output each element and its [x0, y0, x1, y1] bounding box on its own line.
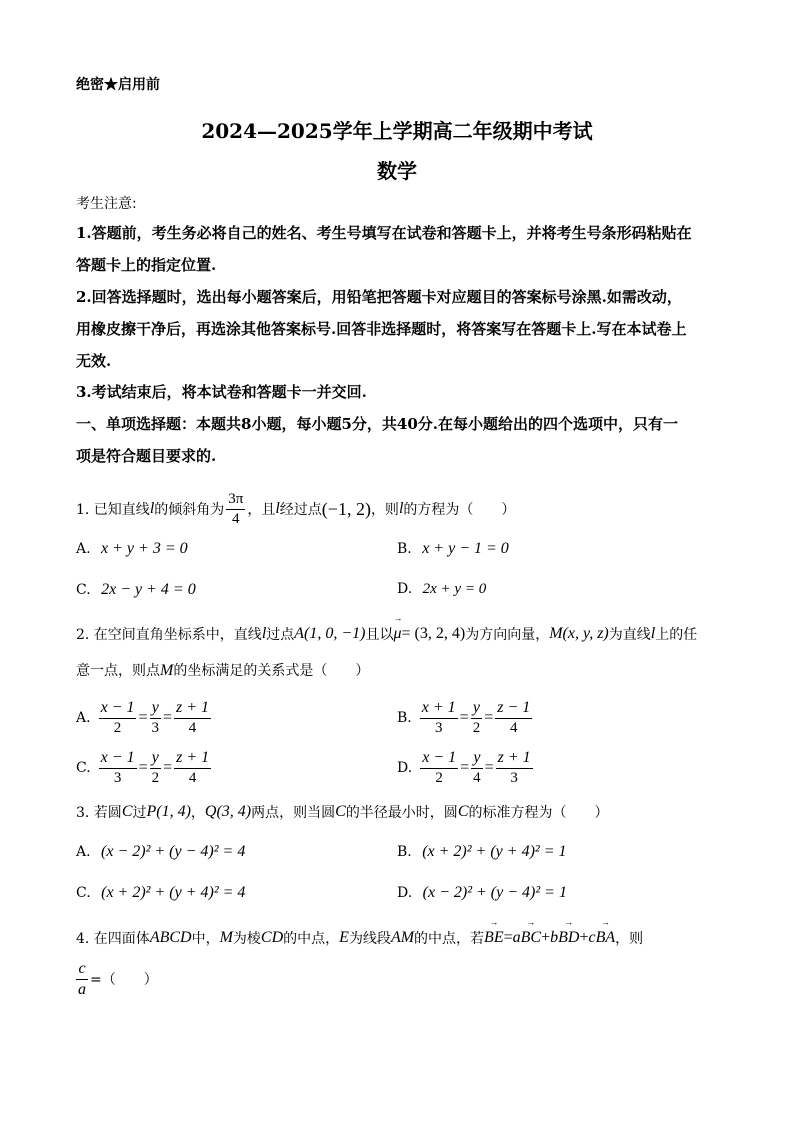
- fraction-denominator: 4: [174, 718, 211, 738]
- ratio-fraction: [76, 959, 88, 1000]
- q1-option-a[interactable]: [76, 540, 188, 558]
- var-c: C: [457, 803, 469, 820]
- fraction-denominator: 3: [496, 768, 533, 788]
- q2-text: 为方向向量，: [465, 627, 550, 643]
- fraction-numerator: y: [151, 749, 159, 767]
- fraction-numerator: x − 1: [100, 699, 135, 717]
- subject-title: 数学: [377, 159, 417, 183]
- q2-text: 且以: [365, 627, 394, 643]
- var-m: M: [160, 662, 174, 679]
- plus-sign: +: [579, 929, 589, 946]
- option-label: B.: [397, 710, 412, 726]
- var-c: C: [121, 803, 133, 820]
- fraction-denominator: 4: [495, 718, 532, 738]
- point-m: M(x, y, z): [549, 625, 609, 642]
- notice-heading: 考生注意:: [76, 196, 137, 212]
- fraction-numerator: z + 1: [497, 749, 531, 767]
- fraction-numerator: y: [473, 749, 481, 767]
- fraction-denominator: 4: [226, 509, 245, 529]
- q2-text: 的坐标满足的关系式是（ ）: [173, 663, 370, 679]
- q4-text: ，则: [615, 931, 644, 947]
- point-q: Q(3, 4): [204, 803, 252, 820]
- fraction-numerator: y: [472, 699, 480, 717]
- point-p: P(1, 4): [146, 803, 191, 820]
- secret-mark: 绝密★启用前: [76, 77, 160, 93]
- fraction-denominator: 3: [99, 768, 137, 788]
- q3-option-a[interactable]: [76, 843, 245, 861]
- option-expression: 2x − y + 4 = 0: [101, 581, 196, 598]
- equals-sign: =: [460, 759, 470, 776]
- var-l: l: [650, 625, 656, 642]
- option-expression: (x − 2)² + (y − 4)² = 1: [422, 884, 567, 901]
- point-coordinates: (−1, 2): [321, 498, 371, 519]
- plus-sign: +: [541, 929, 551, 946]
- option-expression: x + y − 1 = 0: [422, 540, 509, 557]
- equals-sign: =: [163, 759, 173, 776]
- var-l: l: [261, 625, 267, 642]
- q4-text: =（ ）: [90, 972, 158, 988]
- fraction-numerator: z − 1: [497, 699, 531, 717]
- option-expression: x + y + 3 = 0: [101, 540, 188, 557]
- option-label: C.: [76, 885, 91, 901]
- option-expression: (x + 2)² + (y + 4)² = 1: [422, 843, 567, 860]
- fraction-numerator: c: [78, 959, 86, 977]
- q2-text: 意一点，则点: [76, 663, 160, 679]
- var-c: C: [335, 803, 346, 820]
- equals-sign: =: [503, 929, 513, 946]
- fraction-numerator: x + 1: [421, 699, 456, 717]
- vector-value: = (3, 2, 4): [401, 625, 466, 642]
- vector-bd: → BD: [558, 929, 579, 947]
- var-l: l: [275, 500, 280, 517]
- q3-text: 3. 若圆: [76, 805, 122, 821]
- q3-text: 的标准方程为（ ）: [468, 805, 609, 821]
- fraction-numerator: y: [151, 699, 159, 717]
- q3-option-d[interactable]: [397, 884, 567, 902]
- q2-option-a[interactable]: [76, 695, 213, 741]
- fraction-denominator: 3: [151, 720, 159, 737]
- option-expression: (x + 2)² + (y + 4)² = 4: [101, 884, 246, 901]
- var-c: c: [588, 929, 596, 946]
- equals-sign: =: [484, 709, 494, 726]
- notice-item-2-line-3: 无效.: [76, 352, 112, 370]
- option-label: B.: [397, 844, 412, 860]
- fraction: [174, 698, 211, 738]
- fraction-numerator: x − 1: [100, 749, 135, 767]
- q4-text: 的中点，: [283, 931, 340, 947]
- fraction-numerator: x − 1: [422, 749, 457, 767]
- fraction-denominator: 4: [473, 770, 481, 787]
- question-2-stem-line-1: [76, 620, 697, 648]
- fraction: [99, 698, 137, 738]
- vector-be: → BE: [484, 929, 504, 947]
- var-e: E: [339, 929, 349, 946]
- notice-item-2-line-2: 用橡皮擦干净后，再选涂其他答案标号.回答非选择题时，将答案写在答题卡上.写在本试卷上: [76, 320, 687, 338]
- fraction: [496, 748, 533, 788]
- q1-text: ，且: [247, 502, 276, 518]
- option-label: D.: [397, 760, 413, 776]
- fraction-denominator: 2: [151, 770, 160, 787]
- direction-vector-mu: → μ: [394, 625, 402, 643]
- q1-text: 的倾斜角为: [154, 502, 225, 518]
- q2-option-b[interactable]: [397, 695, 534, 741]
- var-l: l: [398, 500, 404, 517]
- fraction-numerator: 3π: [228, 490, 244, 507]
- question-4-stem-line-2: [74, 958, 158, 1000]
- option-expression: 2x + y = 0: [422, 581, 487, 597]
- q1-option-b[interactable]: [397, 540, 509, 558]
- q4-text: 4. 在四面体: [76, 931, 150, 947]
- q2-option-c[interactable]: [76, 745, 213, 791]
- fraction-denominator: 2: [420, 768, 458, 788]
- question-3-stem: [76, 800, 608, 824]
- exam-title: 2024—2025学年上学期高二年级期中考试: [201, 119, 593, 143]
- question-4-stem-line-1: [76, 925, 643, 951]
- fraction: [150, 698, 162, 738]
- option-label: A.: [76, 710, 91, 726]
- notice-item-1-line-2: 答题卡上的指定位置.: [76, 256, 217, 274]
- fraction: [471, 748, 483, 788]
- vector-bc: → BC: [521, 929, 541, 947]
- option-label: C.: [76, 760, 91, 776]
- var-a: a: [512, 929, 521, 946]
- fraction: [420, 698, 458, 738]
- q3-text: ，: [190, 805, 205, 821]
- fraction: [174, 748, 211, 788]
- q2-text: 2. 在空间直角坐标系中，直线: [76, 627, 262, 643]
- fraction-denominator: 2: [472, 720, 481, 737]
- tetrahedron-abcd: ABCD: [149, 929, 192, 946]
- q2-text: 过点: [266, 627, 295, 643]
- fraction: [471, 698, 483, 738]
- option-label: A.: [76, 541, 91, 557]
- var-b: b: [550, 929, 559, 946]
- fraction-denominator: 3: [420, 718, 458, 738]
- q4-text: 中，: [191, 931, 220, 947]
- q2-option-d[interactable]: [397, 745, 535, 791]
- fraction: [99, 748, 137, 788]
- q4-text: 为棱: [232, 931, 261, 947]
- option-expression: (x − 2)² + (y − 4)² = 4: [101, 843, 246, 860]
- equals-sign: =: [138, 709, 148, 726]
- edge-cd: CD: [260, 929, 284, 946]
- var-l: l: [149, 500, 155, 517]
- q2-text: 为直线: [608, 627, 651, 643]
- q3-option-c[interactable]: [76, 884, 245, 902]
- q1-text: 的方程为（ ）: [403, 502, 516, 518]
- fraction-denominator: a: [78, 980, 86, 998]
- q3-text: 的半径最小时，圆: [345, 805, 458, 821]
- q1-text: 经过点: [279, 502, 322, 518]
- option-label: C.: [76, 582, 91, 598]
- question-1-stem: [76, 484, 515, 534]
- vector-ba: → BA: [596, 929, 616, 947]
- fraction: [420, 748, 458, 788]
- fraction-denominator: 2: [99, 718, 137, 738]
- point-a: A(1, 0, −1): [294, 625, 366, 642]
- fraction-numerator: z + 1: [176, 749, 210, 767]
- q1-text: 1. 已知直线: [76, 502, 150, 518]
- question-2-stem-line-2: [76, 660, 369, 680]
- notice-item-3: 3.考试结束后，将本试卷和答题卡一并交回.: [76, 383, 367, 401]
- q1-option-d[interactable]: [397, 581, 486, 598]
- option-label: B.: [397, 541, 412, 557]
- q4-text: 的中点，若: [414, 931, 485, 947]
- fraction: [495, 698, 532, 738]
- equals-sign: =: [163, 709, 173, 726]
- fraction-numerator: z + 1: [176, 699, 210, 717]
- q3-text: 两点，则当圆: [251, 805, 336, 821]
- segment-am: AM: [390, 929, 415, 946]
- equals-sign: =: [484, 759, 494, 776]
- equals-sign: =: [138, 759, 148, 776]
- notice-item-2-line-1: 2.回答选择题时，选出每小题答案后，用铅笔把答题卡对应题目的答案标号涂黑.如需改动，: [76, 288, 682, 306]
- fraction: [150, 748, 162, 788]
- q4-text: 为线段: [348, 931, 391, 947]
- q1-option-c[interactable]: [76, 581, 196, 599]
- option-label: D.: [397, 885, 413, 901]
- equals-sign: =: [459, 709, 469, 726]
- q3-text: 过: [132, 805, 147, 821]
- var-m: M: [219, 929, 233, 946]
- fraction-denominator: 4: [174, 768, 211, 788]
- q3-option-b[interactable]: [397, 843, 567, 861]
- option-label: D.: [397, 581, 413, 597]
- section-1-line-2: 项是符合题目要求的.: [76, 447, 217, 465]
- option-label: A.: [76, 844, 91, 860]
- q1-text: ，则: [370, 502, 399, 518]
- angle-fraction: [226, 490, 245, 529]
- section-1-line-1: 一、单项选择题：本题共8小题，每小题5分，共40分.在每小题给出的四个选项中，只有一: [76, 415, 678, 433]
- q2-text: 上的任: [655, 627, 698, 643]
- notice-item-1-line-1: 1.答题前，考生务必将自己的姓名、考生号填写在试卷和答题卡上，并将考生号条形码粘贴在: [76, 224, 692, 242]
